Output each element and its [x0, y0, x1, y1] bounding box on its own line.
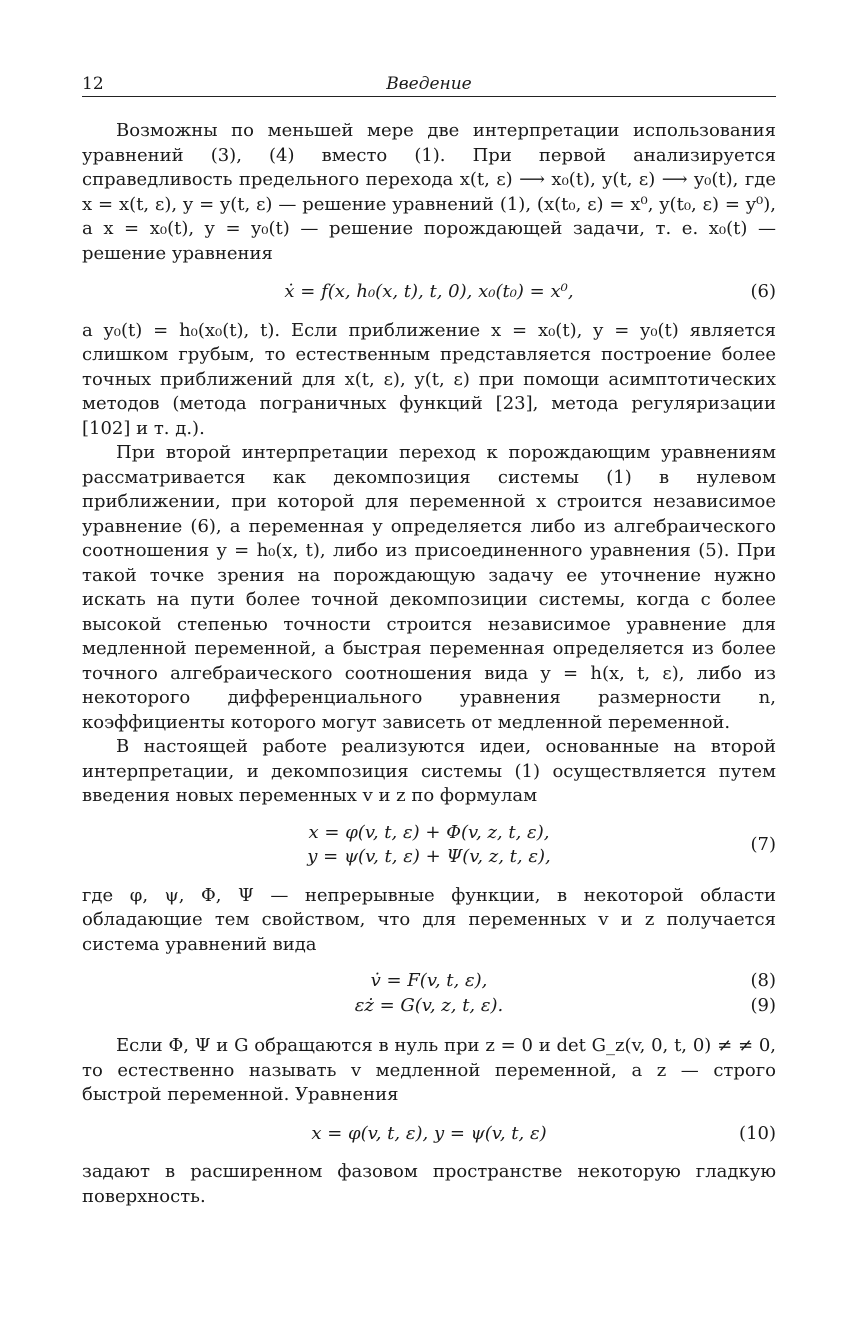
book-page: [82, 70, 776, 1209]
equation-7-number: (7): [750, 833, 776, 855]
equation-6: [82, 280, 776, 305]
equation-6-formula: ẋ = f(x, h₀(x, t), t, 0), x₀(t₀) = x⁰,: [284, 281, 574, 302]
equation-9: [82, 994, 776, 1019]
equation-9-formula: εż = G(v, z, t, ε).: [354, 994, 504, 1016]
running-header: [82, 70, 776, 97]
equations-8-9: [82, 969, 776, 1018]
paragraph-2: а y₀(t) = h₀(x₀(t), t). Если приближение x = x₀(t), y = y₀(t) является слишком грубым, то естественным представляется построение более точных приближений для x(t, ε), y(t, ε) при помощи асимптотических методов (метода пограничных функций [23], метода регуляризации [102] и т. д.).: [82, 319, 776, 439]
paragraph-6: Если Φ, Ψ и G обращаются в нуль при z = 0 и det G_z(v, 0, t, 0) ≠ ≠ 0, то естественно называть v медленной переменной, а z — строго быстрой переменной. Уравнения: [82, 1035, 776, 1105]
equation-10-formula: x = φ(v, t, ε), y = ψ(v, t, ε): [311, 1122, 547, 1144]
equation-8-formula: v̇ = F(v, t, ε),: [370, 970, 488, 991]
body-text: [82, 119, 776, 1209]
equation-6-number: (6): [750, 281, 776, 302]
paragraph-5: где φ, ψ, Φ, Ψ — непрерывные функции, в некоторой области обладающие тем свойством, что для переменных v и z получается система уравнений вида: [82, 884, 776, 955]
paragraph-3: При второй интерпретации переход к порождающим уравнениям рассматривается как декомпозиция системы (1) в нулевом приближении, при которой для переменной x строится независимое уравнение (6), а переменная y определяется либо из алгебраического соотношения y = h₀(x, t), либо из присоединенного уравнения (5). При такой точке зрения на порождающую задачу ее уточнение нужно искать на пути более точной декомпозиции системы, когда с более высокой степенью точности строится независимое уравнение для медленной переменной, а быстрая переменная определяется из более точного алгебраического соотношения вида y = h(x, t, ε), либо из некоторого дифференциального уравнения размерности n, коэффициенты которого могут зависеть от медленной переменной.: [82, 442, 776, 733]
section-title: Введение: [386, 74, 472, 94]
equation-7: [82, 821, 776, 870]
equation-10: [82, 1122, 776, 1147]
paragraph-7: задают в расширенном фазовом пространстве некоторую гладкую поверхность.: [82, 1161, 776, 1207]
equation-7-line-1: x = φ(v, t, ε) + Φ(v, z, t, ε),: [308, 821, 550, 843]
equation-8-number: (8): [750, 970, 776, 991]
equation-8: [82, 969, 776, 994]
equation-7-line-2: y = ψ(v, t, ε) + Ψ(v, z, t, ε),: [307, 846, 551, 867]
equation-9-number: (9): [750, 994, 776, 1016]
paragraph-1: Возможны по меньшей мере две интерпретации использования уравнений (3), (4) вместо (1). При первой анализируется справедливость предельного перехода x(t, ε) ⟶ x₀(t), y(t, ε) ⟶ y₀(t), где x = x(t, ε), y = y(t, ε) — решение уравнений (1), (x(t₀, ε) = x⁰, y(t₀, ε) = y⁰), а x = x₀(t), y = y₀(t) — решение порождающей задачи, т. е. x₀(t) — решение уравнения: [82, 120, 776, 264]
page-number: 12: [82, 74, 104, 94]
equation-10-number: (10): [739, 1122, 776, 1144]
paragraph-4: В настоящей работе реализуются идеи, основанные на второй интерпретации, и декомпозиция системы (1) осуществляется путем введения новых переменных v и z по формулам: [82, 736, 776, 806]
